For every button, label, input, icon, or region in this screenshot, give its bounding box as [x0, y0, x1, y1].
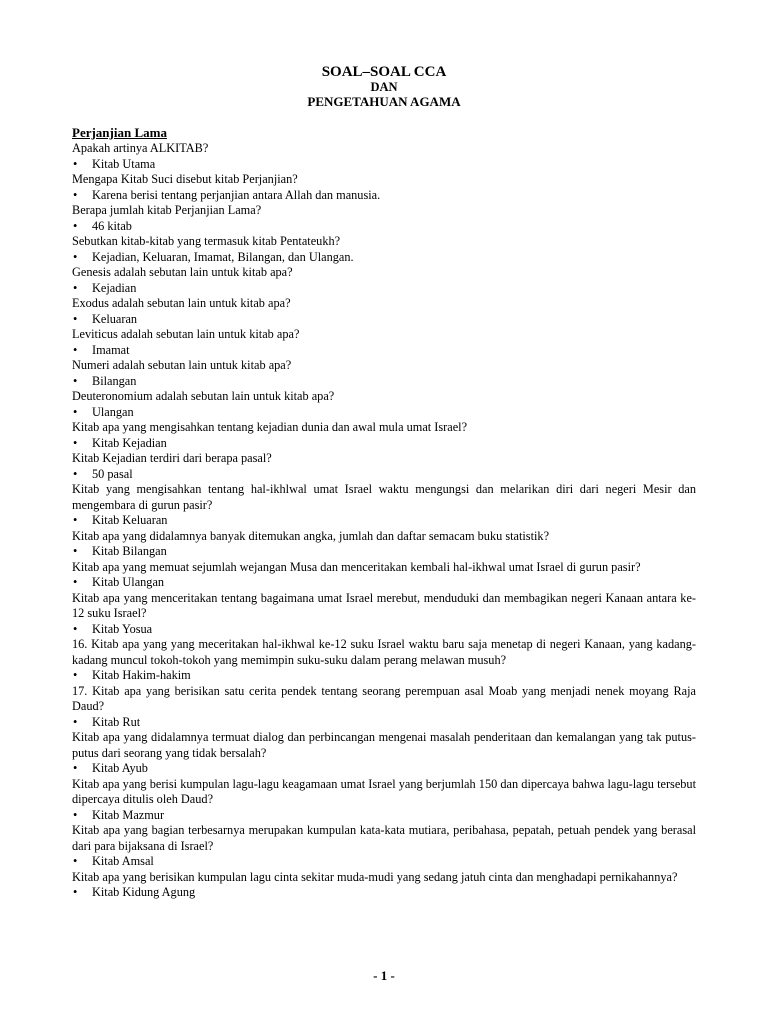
answer-item — [72, 405, 696, 421]
question-text: Kitab apa yang berisikan kumpulan lagu cinta sekitar muda-mudi yang sedang jatuh cinta dan menghadapi pernikahannya? — [72, 869, 678, 884]
question-text: Leviticus adalah sebutan lain untuk kitab apa? — [72, 327, 300, 341]
document-title-block — [72, 64, 696, 110]
answer-text: Kitab Amsal — [92, 854, 154, 868]
question-text: Exodus adalah sebutan lain untuk kitab apa? — [72, 296, 291, 310]
bullet-icon: • — [73, 714, 78, 729]
answer-text: Kejadian, Keluaran, Imamat, Bilangan, dan Ulangan. — [92, 249, 354, 264]
answer-item — [72, 513, 696, 529]
answer-item — [72, 467, 696, 483]
document-subtitle: PENGETAHUAN AGAMA — [307, 94, 461, 109]
question-text: Kitab apa yang memuat sejumlah wejangan Musa dan menceritakan kembali hal-ikhwal umat Israel di gurun pasir? — [72, 559, 641, 574]
bullet-icon: • — [73, 404, 78, 419]
page-number: - 1 - — [373, 968, 395, 983]
section-heading: Perjanjian Lama — [72, 125, 167, 140]
answer-item — [72, 374, 696, 390]
bullet-icon: • — [73, 187, 78, 202]
bullet-icon: • — [73, 280, 78, 295]
question-text: Kitab apa yang didalamnya banyak ditemukan angka, jumlah dan daftar semacam buku statistik? — [72, 528, 550, 543]
question-text: Mengapa Kitab Suci disebut kitab Perjanjian? — [72, 172, 298, 186]
answer-item — [72, 668, 696, 684]
answer-item — [72, 761, 696, 777]
bullet-icon: • — [73, 249, 78, 264]
question-answer-list — [72, 141, 696, 901]
answer-item — [72, 715, 696, 731]
question-text: Numeri adalah sebutan lain untuk kitab apa? — [72, 358, 292, 372]
question-text: Apakah artinya ALKITAB? — [72, 141, 209, 155]
answer-text: 46 kitab — [92, 218, 132, 233]
bullet-icon: • — [73, 761, 78, 775]
answer-item — [72, 343, 696, 359]
bullet-icon: • — [73, 854, 78, 868]
bullet-icon: • — [73, 435, 78, 450]
answer-text: Kitab Rut — [92, 714, 141, 729]
document-page — [72, 64, 696, 901]
answer-text: Kejadian — [92, 280, 137, 295]
bullet-icon: • — [73, 621, 78, 636]
question-text: Kitab apa yang berisi kumpulan lagu-lagu keagamaan umat Israel yang berjumlah 150 dan dipercaya bahwa lagu-lagu tersebut dipercaya ditulis oleh Daud? — [72, 776, 696, 806]
answer-item — [72, 250, 696, 266]
question-text: 16. Kitab apa yang yang meceritakan hal-ikhwal ke-12 suku Israel waktu baru saja menetap di negeri Kanaan, yang kadang-kadang muncul tokoh-tokoh yang memimpin suku-suku dalam perang melawan musuh? — [72, 637, 696, 667]
question-text: Sebutkan kitab-kitab yang termasuk kitab Pentateukh? — [72, 234, 341, 248]
question-text: Deuteronomium adalah sebutan lain untuk kitab apa? — [72, 389, 335, 403]
bullet-icon: • — [73, 668, 78, 682]
answer-text: Kitab Mazmur — [92, 807, 165, 822]
answer-text: Kitab Utama — [92, 156, 156, 171]
question-text: Kitab Kejadian terdiri dari berapa pasal? — [72, 451, 272, 465]
answer-item — [72, 854, 696, 870]
bullet-icon: • — [73, 218, 78, 233]
question-text: Berapa jumlah kitab Perjanjian Lama? — [72, 203, 262, 217]
bullet-icon: • — [73, 575, 78, 589]
bullet-icon: • — [73, 311, 78, 326]
answer-item — [72, 188, 696, 204]
document-title-conjunction: DAN — [370, 80, 398, 94]
answer-text: Kitab Kidung Agung — [92, 885, 196, 899]
answer-text: Kitab Yosua — [92, 621, 153, 636]
answer-item — [72, 544, 696, 560]
question-text: Kitab yang mengisahkan tentang hal-ikhlwal umat Israel waktu mengungsi dan melarikan diri dari negeri Mesir dan mengembara di gurun pasir? — [72, 482, 696, 512]
answer-text: Kitab Ayub — [92, 761, 148, 775]
answer-item — [72, 281, 696, 297]
answer-text: 50 pasal — [92, 466, 133, 481]
bullet-icon: • — [73, 373, 78, 388]
answer-item — [72, 219, 696, 235]
answer-text: Ulangan — [92, 404, 134, 419]
answer-item — [72, 312, 696, 328]
bullet-icon: • — [73, 885, 78, 899]
answer-item — [72, 808, 696, 824]
bullet-icon: • — [73, 342, 78, 357]
answer-text: Kitab Keluaran — [92, 513, 168, 527]
answer-item — [72, 622, 696, 638]
question-text: Kitab apa yang didalamnya termuat dialog dan perbincangan mengenai masalah penderitaan dan kemalangan yang tak putus-putus dari seorang yang tidak bersalah? — [72, 730, 696, 760]
answer-item — [72, 575, 696, 591]
answer-text: Keluaran — [92, 311, 138, 326]
bullet-icon: • — [73, 807, 78, 822]
bullet-icon: • — [73, 544, 78, 558]
bullet-icon: • — [73, 513, 78, 527]
answer-text: Bilangan — [92, 373, 137, 388]
question-text: Kitab apa yang bagian terbesarnya merupakan kumpulan kata-kata mutiara, peribahasa, pepatah, petuah pendek yang berasal dari para bijaksana di Israel? — [72, 823, 696, 853]
answer-text: Imamat — [92, 342, 130, 357]
answer-item — [72, 885, 696, 901]
bullet-icon: • — [73, 156, 78, 171]
bullet-icon: • — [73, 466, 78, 481]
answer-text: Kitab Ulangan — [92, 575, 165, 589]
question-text: 17. Kitab apa yang berisikan satu cerita pendek tentang seorang perempuan asal Moab yang menjadi nenek moyang Raja Daud? — [72, 683, 696, 713]
answer-text: Kitab Hakim-hakim — [92, 668, 191, 682]
answer-item — [72, 436, 696, 452]
document-title: SOAL–SOAL CCA — [321, 64, 447, 80]
answer-item — [72, 157, 696, 173]
question-text: Kitab apa yang menceritakan tentang bagaimana umat Israel merebut, menduduki dan membagikan negeri Kanaan antara ke-12 suku Israel? — [72, 590, 696, 620]
question-text: Kitab apa yang mengisahkan tentang kejadian dunia dan awal mula umat Israel? — [72, 420, 468, 434]
answer-text: Kitab Kejadian — [92, 435, 167, 450]
question-text: Genesis adalah sebutan lain untuk kitab apa? — [72, 265, 293, 279]
answer-text: Kitab Bilangan — [92, 544, 167, 558]
answer-text: Karena berisi tentang perjanjian antara Allah dan manusia. — [92, 187, 381, 202]
